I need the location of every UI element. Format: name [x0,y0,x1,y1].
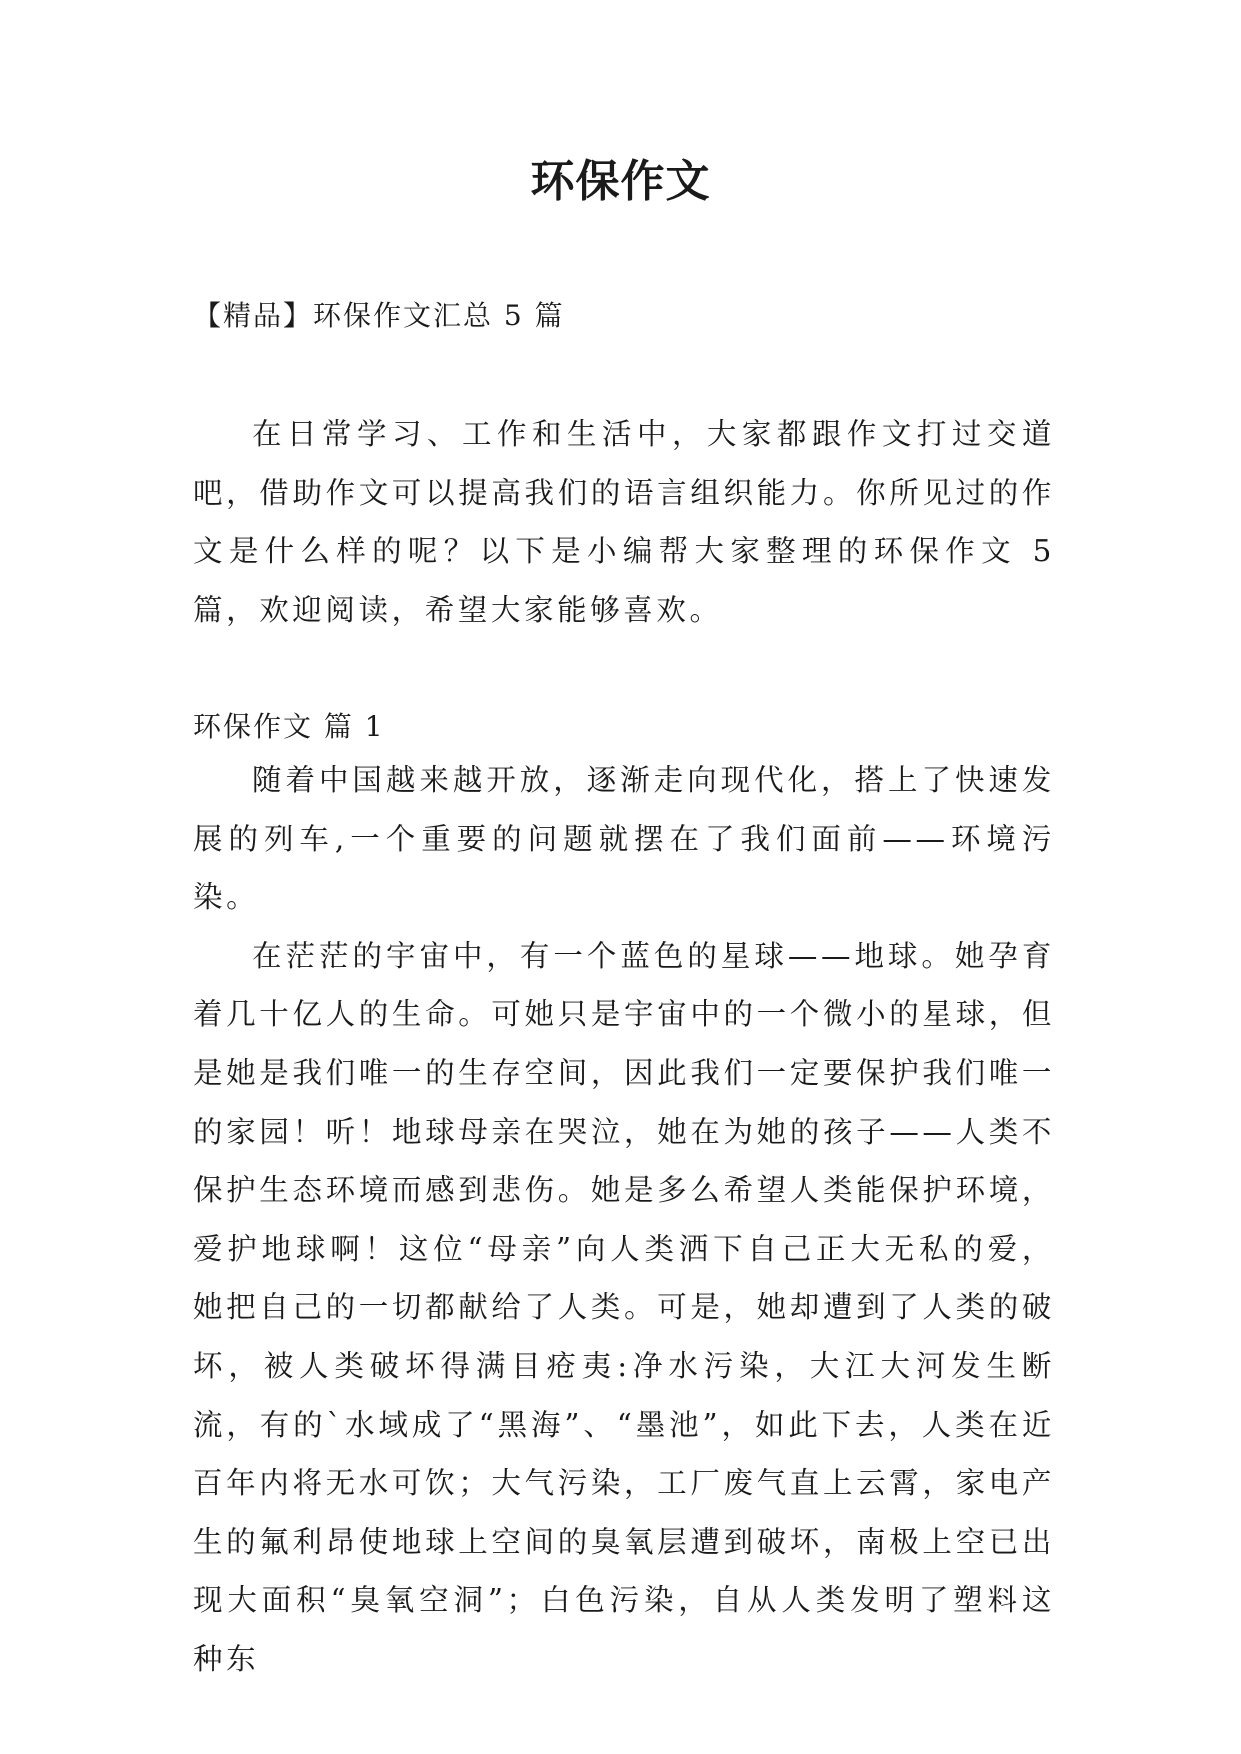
intro-paragraph: 在日常学习、工作和生活中，大家都跟作文打过交道吧，借助作文可以提高我们的语言组织能力。你所见过的作文是什么样的呢？以下是小编帮大家整理的环保作文 5 篇，欢迎阅读，希望大家能够喜欢。 [193,417,1055,627]
essay-paragraph-1: 随着中国越来越开放，逐渐走向现代化，搭上了快速发展的列车,一个重要的问题就摆在了我们面前——环境污染。 [193,763,1055,915]
document-subtitle: 【精品】环保作文汇总 5 篇 [193,299,565,332]
section-heading: 环保作文 篇 1 [193,710,385,743]
essay-body [193,751,1055,1689]
essay-paragraph-2: 在茫茫的宇宙中，有一个蓝色的星球——地球。她孕育着几十亿人的生命。可她只是宇宙中的一个微小的星球，但是她是我们唯一的生存空间，因此我们一定要保护我们唯一的家园！听！地球母亲在哭泣，她在为她的孩子——人类不保护生态环境而感到悲伤。她是多么希望人类能保护环境，爱护地球啊！这位“母亲”向人类洒下自己正大无私的爱，她把自己的一切都献给了人类。可是，她却遭到了人类的破坏，被人类破坏得满目疮夷:净水污染，大江大河发生断流，有的`水域成了“黑海”、“墨池”，如此下去，人类在近百年内将无水可饮；大气污染，工厂废气直上云霄，家电产生的氟利昂使地球上空间的臭氧层遭到破坏，南极上空已出现大面积“臭氧空洞”；白色污染，自从人类发明了塑料这种东 [193,938,1055,1676]
intro-section [193,405,1055,639]
document-title: 环保作文 [530,156,711,207]
